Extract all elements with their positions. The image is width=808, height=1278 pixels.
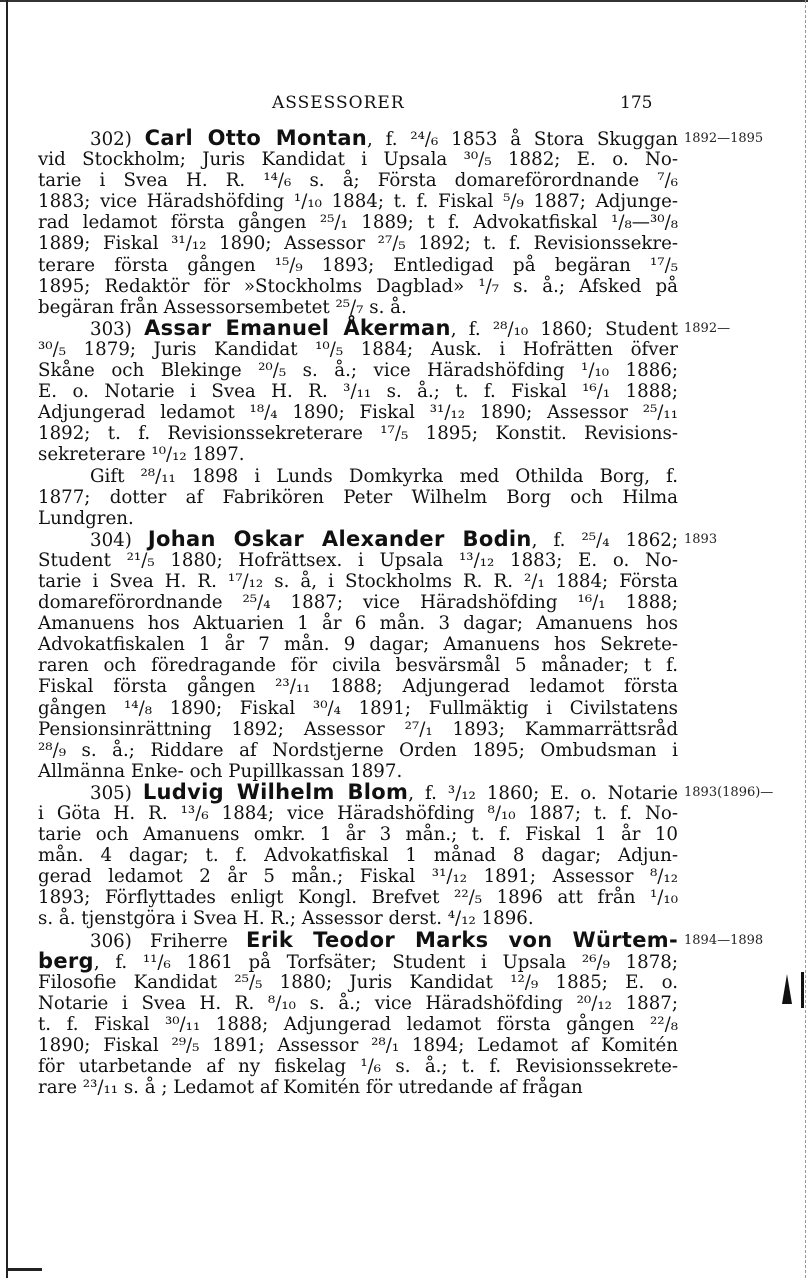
text-line: Notarie i Svea H. R. ⁸/₁₀ s. å.; vice Häradshöfding ²⁰/₁₂ 1887; (38, 992, 678, 1014)
entry-prefix: 305) (90, 782, 143, 804)
text-line: Pensionsinrättning 1892; Assessor ²⁷/₁ 1893; Kammarrättsråd (38, 718, 678, 740)
text-line (38, 927, 678, 952)
page-edge-right (804, 0, 806, 1278)
text-line: 1892; t. f. Revisionssekreterare ¹⁷/₅ 1895; Konstit. Revisions- (38, 423, 678, 445)
text-line: rad ledamot första gången ²⁵/₁ 1889; t f. Advokatfiskal ¹/₈—³⁰/₈ (38, 212, 678, 234)
entry-prefix: 302) (90, 129, 145, 150)
text-line (38, 948, 678, 973)
entry-details: , f. ²⁵/₄ 1862; (531, 529, 679, 551)
text-line: gången ¹⁴/₈ 1890; Fiskal ³⁰/₄ 1891; Fullmäktig i Civilstatens (38, 697, 678, 719)
margin-years: 1893 (684, 531, 718, 547)
biography-entry (38, 315, 679, 466)
biography-entry (38, 466, 678, 529)
person-name: Erik Teodor Marks von Würtem- (246, 927, 678, 952)
text-line: Filosofie Kandidat ²⁵/₅ 1880; Juris Kandidat ¹²/₉ 1885; E. o. (38, 971, 678, 993)
margin-years: 1893(1896)— (684, 785, 774, 801)
text-line: raren och föredragande för civila besvärsmål 5 månader; t f. (38, 655, 678, 677)
text-line: 1893; Förflyttades enligt Kongl. Brefvet ²²/₅ 1896 att från ¹/₁₀ (38, 887, 678, 909)
text-line: tarie i Svea H. R. ¹⁷/₁₂ s. å, i Stockholms R. R. ²/₁ 1884; Första (38, 570, 678, 592)
text-line: rare ²³/₁₁ s. å ; Ledamot af Komitén för utredande af frågan (38, 1077, 583, 1099)
entry-details: , f. ¹¹/₆ 1861 på Torfsäter; Student i Upsala ²⁶/₉ 1878; (93, 951, 678, 973)
text-line (38, 128, 678, 149)
margin-years: 1892—1895 (684, 131, 764, 146)
text-line: ³⁰/₅ 1879; Juris Kandidat ¹⁰/₅ 1884; Ausk. i Hofrätten öfver (38, 338, 678, 360)
text-line (38, 526, 679, 551)
biography-entry (38, 526, 679, 782)
text-line: Amanuens hos Aktuarien 1 år 6 mån. 3 dagar; Amanuens hos (38, 613, 678, 635)
text-line: Advokatfiskalen 1 år 7 mån. 9 dagar; Amanuens hos Sekrete- (38, 634, 678, 656)
biography-entry (38, 779, 679, 930)
text-line: gerad ledamot 2 år 5 mån.; Fiskal ³¹/₁₂ 1891; Assessor ⁸/₁₂ (38, 866, 678, 888)
person-name: Assar Emanuel Åkerman (144, 315, 451, 340)
margin-years: 1892— (684, 320, 731, 336)
scan-mark-bar (801, 972, 804, 1008)
text-line: 1890; Fiskal ²⁹/₅ 1891; Assessor ²⁸/₁ 1894; Ledamot af Komitén (38, 1035, 678, 1057)
entry-prefix: 303) (90, 318, 145, 340)
text-line: Student ²¹/₅ 1880; Hofrättsex. i Upsala ¹³/₁₂ 1883; E. o. No- (38, 549, 678, 571)
text-line: s. å. tjenstgöra i Svea H. R.; Assessor derst. ⁴/₁₂ 1896. (38, 908, 534, 930)
text-line: sekreterare ¹⁰/₁₂ 1897. (38, 444, 245, 466)
entry-details: , f. ²⁸/₁₀ 1860; Student (450, 318, 679, 340)
text-line: 1895; Redaktör för »Stockholms Dagblad» ¹/₇ s. å.; Afsked på (38, 275, 678, 297)
running-header (38, 93, 678, 113)
entry-prefix: 304) (90, 529, 148, 551)
text-line: t. f. Fiskal ³⁰/₁₁ 1888; Adjungerad ledamot första gången ²²/₈ (38, 1013, 678, 1035)
text-line: 1877; dotter af Fabrikören Peter Wilhelm Borg och Hilma (38, 486, 678, 508)
text-line (38, 466, 678, 487)
text-line: ²⁸/₉ s. å.; Riddare af Nordstjerne Orden 1895; Ombudsman i (38, 739, 678, 761)
person-name: Ludvig Wilhelm Blom (142, 779, 409, 804)
person-name: Carl Otto Montan (144, 126, 368, 150)
page-number: 175 (620, 93, 653, 113)
text-line: 1889; Fiskal ³¹/₁₂ 1890; Assessor ²⁷/₅ 1892; t. f. Revisionssekre- (38, 233, 678, 255)
entry-prefix: 306) Friherre (90, 930, 247, 952)
text-line: Adjungerad ledamot ¹⁸/₄ 1890; Fiskal ³¹/₁₂ 1890; Assessor ²⁵/₁₁ (38, 402, 678, 424)
text-line: E. o. Notarie i Svea H. R. ³/₁₁ s. å.; t. f. Fiskal ¹⁶/₁ 1888; (38, 381, 678, 403)
page-body (38, 128, 678, 1098)
text-line (38, 779, 679, 804)
text-line: Fiskal första gången ²³/₁₁ 1888; Adjungerad ledamot första (38, 676, 678, 698)
page-edge-left (6, 0, 8, 1278)
text-line: tarie och Amanuens omkr. 1 år 3 mån.; t. f. Fiskal 1 år 10 (38, 824, 678, 846)
text-line: Lundgren. (38, 507, 134, 529)
text-line: vid Stockholm; Juris Kandidat i Upsala ³⁰/₅ 1882; E. o. No- (38, 149, 678, 171)
text-line: 1883; vice Häradshöfding ¹/₁₀ 1884; t. f. Fiskal ⁵/₉ 1887; Adjunge- (38, 191, 678, 213)
text-line: begäran från Assessorsembetet ²⁵/₇ s. å. (38, 296, 407, 318)
biography-entry (38, 128, 678, 318)
entry-prefix: Gift ²⁸/₁₁ 1898 i Lunds Domkyrka med Othilda Borg, f. (90, 465, 678, 487)
biography-entry (38, 927, 678, 1099)
text-line: domareförordnande ²⁵/₄ 1887; vice Häradshöfding ¹⁶/₁ 1888; (38, 592, 678, 614)
person-name: Johan Oskar Alexander Bodin (147, 526, 532, 551)
text-line: för utarbetande af ny fiskelag ¹/₆ s. å.; t. f. Revisionssekrete- (38, 1056, 678, 1078)
text-line: i Göta H. R. ¹³/₆ 1884; vice Häradshöfding ⁸/₁₀ 1887; t. f. No- (38, 803, 678, 824)
page-edge-top (0, 0, 808, 2)
text-line: tarie i Svea H. R. ¹⁴/₆ s. å; Första domareförordnande ⁷/₆ (38, 170, 678, 192)
text-line (38, 315, 679, 340)
person-name: berg (38, 948, 94, 973)
margin-years: 1894—1898 (684, 932, 764, 948)
text-line: Allmänna Enke- och Pupillkassan 1897. (38, 760, 403, 782)
text-line: mån. 4 dagar; t. f. Advokatfiskal 1 månad 8 dagar; Adjun- (38, 845, 678, 867)
entry-details: , f. ³/₁₂ 1860; E. o. Notarie (408, 782, 679, 804)
entry-details: , f. ²⁴/₆ 1853 å Stora Skuggan (367, 129, 678, 150)
text-line: terare första gången ¹⁵/₉ 1893; Entledigad på begäran ¹⁷/₅ (38, 254, 678, 276)
text-line: Skåne och Blekinge ²⁰/₅ s. å.; vice Häradshöfding ¹/₁₀ 1886; (38, 360, 678, 382)
page-edge-left-foot (6, 1268, 42, 1271)
scan-mark-triangle (782, 974, 792, 1004)
header-title: ASSESSORER (272, 93, 405, 113)
